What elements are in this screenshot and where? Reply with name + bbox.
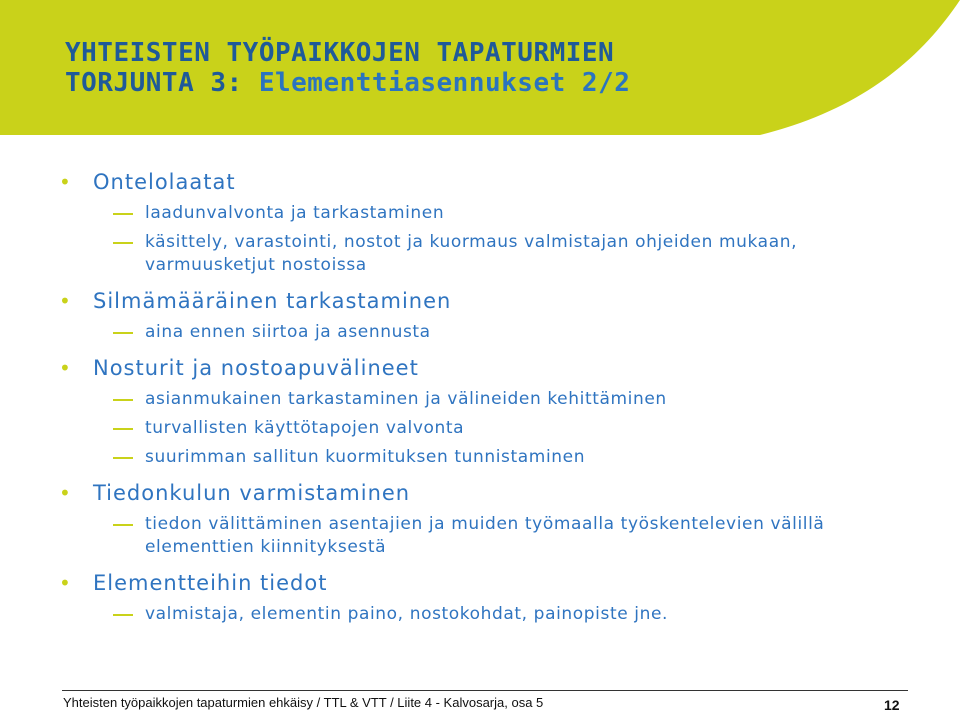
sub-item [145,231,845,277]
sub-item-text: käsittely, varastointi, nostot ja kuormaus valmistajan ohjeiden mukaan, varmuusketjut nostoissa [145,232,798,275]
sub-item [145,202,845,225]
title-line-2-subtitle: Elementtiasennukset 2/2 [258,68,631,98]
slide-content [0,168,960,626]
footer-text: Yhteisten työpaikkojen tapaturmien ehkäisy / TTL & VTT / Liite 4 - Kalvosarja, osa 5 [63,695,544,710]
bullet-heading-text: Nosturit ja nostoapuvälineet [93,356,419,380]
bullet-heading-text: Elementteihin tiedot [93,571,328,595]
sub-item [145,446,845,469]
title-line-2 [65,68,630,98]
title-line-2-prefix: TORJUNTA 3: [65,68,259,98]
sub-item-text: asianmukainen tarkastaminen ja välineiden kehittäminen [145,389,667,409]
bullet-dot-icon: • [59,289,72,313]
dash-icon [113,332,133,334]
sub-item-text: suurimman sallitun kuormituksen tunnistaminen [145,447,586,467]
sub-item-text: tiedon välittäminen asentajien ja muiden työmaalla työskentelevien välillä elementtien kiinnityksestä [145,514,825,557]
dash-icon [113,242,133,244]
sub-item [145,388,845,411]
sub-item-text: turvallisten käyttötapojen valvonta [145,418,465,438]
dash-icon [113,614,133,616]
bullet-dot-icon: • [59,571,72,595]
bullet-dot-icon: • [59,170,72,194]
bullet-heading-text: Ontelolaatat [93,170,236,194]
dash-icon [113,399,133,401]
bullet-heading-text: Silmämääräinen tarkastaminen [93,289,452,313]
footer-divider [62,690,908,691]
page-title [65,38,630,98]
bullet-heading [59,569,960,597]
sub-item-text: laadunvalvonta ja tarkastaminen [145,203,445,223]
sub-item [145,603,845,626]
title-line-1: YHTEISTEN TYÖPAIKKOJEN TAPATURMIEN [65,38,615,68]
bullet-heading-text: Tiedonkulun varmistaminen [93,481,411,505]
bullet-heading [59,479,960,507]
bullet-heading [59,354,960,382]
sub-item [145,417,845,440]
bullet-dot-icon: • [59,356,72,380]
sub-item-text: aina ennen siirtoa ja asennusta [145,322,431,342]
dash-icon [113,213,133,215]
bullet-heading [59,168,960,196]
dash-icon [113,524,133,526]
page-number: 12 [884,697,900,713]
sub-item [145,321,845,344]
sub-item [145,513,845,559]
bullet-heading [59,287,960,315]
dash-icon [113,428,133,430]
sub-item-text: valmistaja, elementin paino, nostokohdat, painopiste jne. [145,604,669,624]
bullet-dot-icon: • [59,481,72,505]
dash-icon [113,457,133,459]
